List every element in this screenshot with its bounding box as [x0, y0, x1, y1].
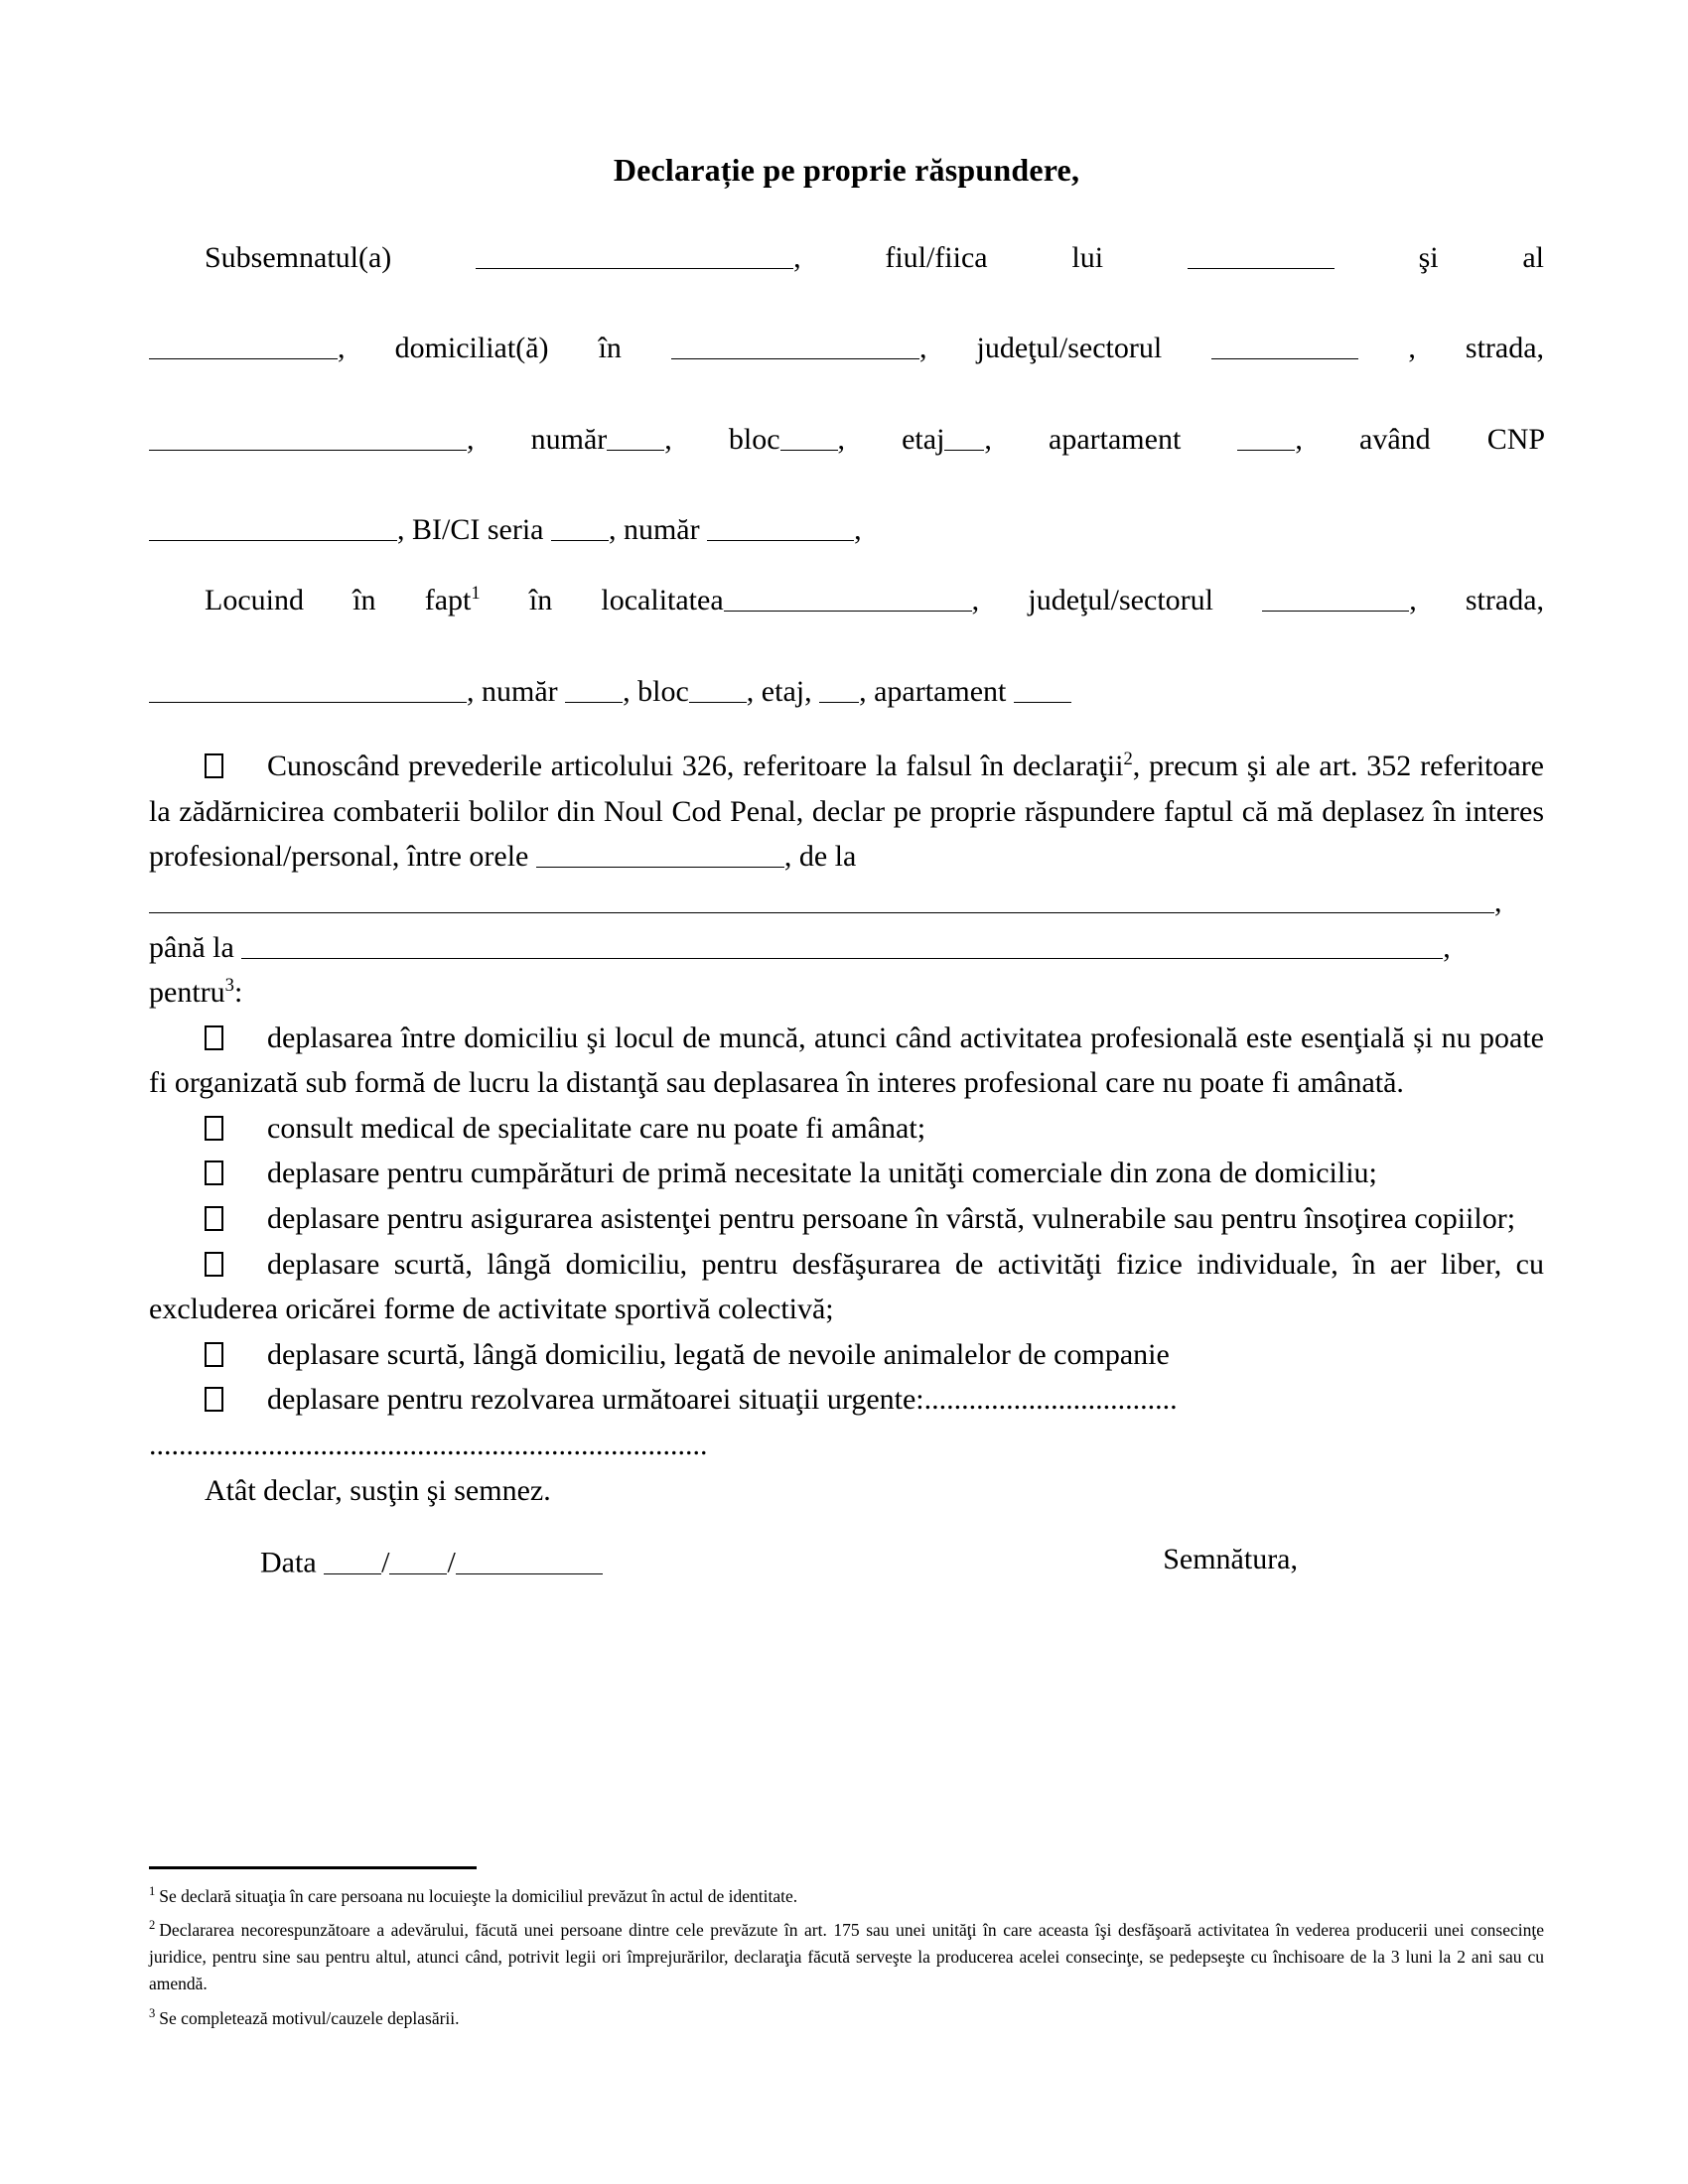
list-item[interactable] [149, 1151, 1544, 1196]
footnote-ref-2: 2 [1123, 749, 1133, 770]
reason-label-2: consult medical de specialitate care nu poate fi amânat; [267, 1111, 926, 1145]
checkbox-icon-reason-5[interactable] [205, 1252, 223, 1277]
resedinta-strada-label: , strada, [1409, 584, 1545, 617]
declaration-text-part1: Cunoscând prevederile articolului 326, referitoare la falsul în declaraţii [267, 750, 1124, 783]
domiciliu-strada-blank[interactable] [149, 419, 467, 451]
domiciliat-label: , domiciliat(ă) în [338, 332, 622, 365]
footnote-marker-2: 2 [149, 1918, 156, 1933]
checkbox-icon-reason-7[interactable] [205, 1387, 223, 1412]
date-label: Data [260, 1546, 317, 1579]
bici-seria-label: , BI/CI seria [397, 512, 544, 546]
loc-destinatie-blank[interactable] [241, 927, 1443, 959]
footnote-marker-3: 3 [149, 2005, 156, 2020]
identity-line-3 [149, 417, 1544, 507]
footnote-1 [149, 1883, 1544, 1910]
reason-label-5: deplasare scurtă, lângă domiciliu, pentru desfăşurarea de activităţi fizice individuale, în aer liber, cu excluderea oricărei forme de activitate sportivă colectivă; [149, 1247, 1544, 1326]
resedinta-judet-blank[interactable] [1262, 581, 1409, 613]
subsemnatul-name-blank[interactable] [476, 238, 793, 270]
urgent-situation-dots-line[interactable] [149, 1423, 1544, 1468]
locuind-in-fapt-label: Locuind în fapt [205, 584, 472, 617]
urgent-situation-dots: ........................................................................... [149, 1429, 708, 1462]
resedinta-apartament-label: , apartament [859, 674, 1007, 708]
bici-seria-blank[interactable] [551, 509, 609, 541]
footnote-ref-1: 1 [471, 583, 481, 605]
domiciliu-etaj-blank[interactable] [944, 419, 984, 451]
date-day-blank[interactable] [324, 1543, 381, 1574]
resedinta-bloc-blank[interactable] [689, 671, 747, 703]
reason-label-3: deplasare pentru cumpărături de primă necesitate la unităţi comerciale din zona de domiciliu; [267, 1157, 1377, 1190]
resedinta-strada-blank[interactable] [149, 671, 467, 703]
declaration-comma-1: , [1494, 885, 1502, 918]
residence-line-1 [149, 578, 1544, 668]
list-item[interactable] [149, 1106, 1544, 1152]
date-year-blank[interactable] [456, 1543, 603, 1574]
date-separator-2: / [447, 1546, 456, 1579]
footnote-text-1: Se declară situaţia în care persoana nu locuieşte la domiciliul prevăzut în actul de identitate. [159, 1886, 798, 1906]
cnp-label: , având CNP [1295, 422, 1544, 456]
reason-label-4: deplasare pentru asigurarea asistenţei pentru persoane în vârstă, vulnerabile sau pentru însoţirea copiilor; [267, 1202, 1516, 1236]
numar-label: , număr [467, 422, 608, 456]
identity-line4-comma: , [854, 512, 862, 546]
etaj-label: , etaj [837, 422, 945, 456]
reason-list [149, 1016, 1544, 1468]
declaration-paragraph [149, 744, 1544, 880]
reason-label-1: deplasarea între domiciliu şi locul de muncă, atunci când activitatea profesională este esenţială și nu poate fi organizată sub formă de lucru la distanţă sau deplasarea în interes profesional care nu poate fi amânată. [149, 1021, 1544, 1100]
parent-name-blank[interactable] [1188, 238, 1335, 270]
identity-line-1 [149, 235, 1544, 326]
footnotes-section [149, 1866, 1544, 2039]
declaration-text-part2: , precum şi ale art. 352 referitoare la zădărnicirea combaterii bolilor din Noul Cod Penal, declar pe proprie răspundere faptul că mă deplasez în interes profesional/personal, între orele [149, 750, 1544, 874]
checkbox-icon-reason-2[interactable] [205, 1116, 223, 1141]
resedinta-numar-blank[interactable] [565, 671, 623, 703]
identity-line-2 [149, 326, 1544, 416]
identity-block [149, 235, 1544, 552]
residence-line-2 [149, 669, 1544, 715]
reason-label-7: deplasare pentru rezolvarea următoarei situaţii urgente: [267, 1383, 924, 1417]
checkbox-icon-reason-3[interactable] [205, 1160, 223, 1185]
signature-label: Semnătura, [1163, 1543, 1298, 1576]
resedinta-bloc-label: , bloc [623, 674, 689, 708]
domiciliu-judet-blank[interactable] [1211, 329, 1358, 360]
si-al-label: şi al [1418, 241, 1544, 275]
loc-plecare-blank[interactable] [149, 882, 1494, 913]
list-item[interactable] [149, 1016, 1544, 1106]
list-item[interactable] [149, 1242, 1544, 1332]
signature-spacer [603, 1543, 1163, 1580]
domiciliu-bloc-blank[interactable] [780, 419, 838, 451]
resedinta-judet-label: , judeţul/sectorul [971, 584, 1213, 617]
reason-label-6: deplasare scurtă, lângă domiciliu, legată de nevoile animalelor de companie [267, 1337, 1170, 1371]
document-body [149, 149, 1544, 1580]
declaration-destination-line [149, 925, 1544, 971]
date-month-blank[interactable] [389, 1543, 447, 1574]
footnote-ref-3: 3 [224, 975, 234, 997]
residence-block [149, 578, 1544, 714]
ora-start-blank[interactable] [536, 837, 784, 869]
signature-row [149, 1543, 1544, 1580]
resedinta-apartament-blank[interactable] [1014, 671, 1071, 703]
footnote-text-2: Declararea necorespunzătoare a adevărului, făcută unei persoane dintre cele prevăzute în art. 175 sau unei unităţi în care aceasta îşi desfăşoară activitatea în vederea producerii unei consecinţe juridice, pentru sine sau pentru altul, atunci când, potrivit legii ori împrejurărilor, declaraţia făcută serveşte la producerea acelei consecinţe, se pedepseşte cu închisoare de la 3 luni la 2 ani sau cu amendă. [149, 1920, 1544, 1994]
footnote-separator-rule [149, 1866, 477, 1869]
strada-label: , strada, [1408, 332, 1545, 365]
list-item[interactable] [149, 1196, 1544, 1242]
domiciliu-apartament-blank[interactable] [1237, 419, 1295, 451]
resedinta-etaj-label: , etaj, [746, 674, 812, 708]
domiciliu-localitate-blank[interactable] [671, 329, 919, 360]
checkbox-icon-reason-6[interactable] [205, 1342, 223, 1367]
pana-la-label: până la [149, 930, 234, 964]
list-item[interactable] [149, 1377, 1544, 1423]
declaration-origin-line [149, 880, 1544, 925]
pentru-colon: : [233, 976, 243, 1010]
declaration-text-part3: , de la [783, 840, 857, 874]
date-separator-1: / [381, 1546, 390, 1579]
resedinta-etaj-blank[interactable] [819, 671, 859, 703]
declaration-comma-2: , [1443, 930, 1451, 964]
footnote-text-3: Se completează motivul/cauzele deplasării. [159, 2007, 460, 2028]
list-item[interactable] [149, 1332, 1544, 1378]
page-title: Declarație pe proprie răspundere, [613, 152, 1080, 188]
judet-sector-label: , judeţul/sectorul [918, 332, 1163, 365]
apartament-label: , apartament [984, 422, 1182, 456]
checkbox-icon-declaration[interactable] [205, 753, 223, 778]
checkbox-icon-reason-1[interactable] [205, 1025, 223, 1050]
closing-statement [149, 1468, 1544, 1514]
resedinta-localitate-blank[interactable] [724, 581, 972, 613]
in-localitatea-label: în localitatea [528, 584, 724, 617]
checkbox-icon-reason-4[interactable] [205, 1206, 223, 1231]
pentru-label: pentru [149, 976, 225, 1010]
cnp-blank[interactable] [149, 509, 397, 541]
footnote-2 [149, 1917, 1544, 1997]
bloc-label: , bloc [664, 422, 780, 456]
signature-field[interactable] [1163, 1543, 1544, 1580]
domiciliu-numar-blank[interactable] [607, 419, 664, 451]
bici-numar-blank[interactable] [707, 509, 854, 541]
footnote-3 [149, 2005, 1544, 2032]
date-field[interactable] [260, 1543, 603, 1580]
mother-name-blank[interactable] [149, 329, 338, 360]
identity-line-4 [149, 507, 1544, 553]
resedinta-numar-label: , număr [467, 674, 558, 708]
closing-statement-text: Atât declar, susţin şi semnez. [205, 1473, 551, 1507]
footnote-marker-1: 1 [149, 1884, 156, 1899]
bici-numar-label: , număr [608, 512, 700, 546]
fiul-fiica-label: , fiul/fiica lui [793, 241, 1104, 275]
subsemnatul-label: Subsemnatul(a) [205, 241, 392, 275]
urgent-situation-dots-inline[interactable]: .................................. [923, 1383, 1178, 1417]
pentru-line [149, 970, 1544, 1016]
